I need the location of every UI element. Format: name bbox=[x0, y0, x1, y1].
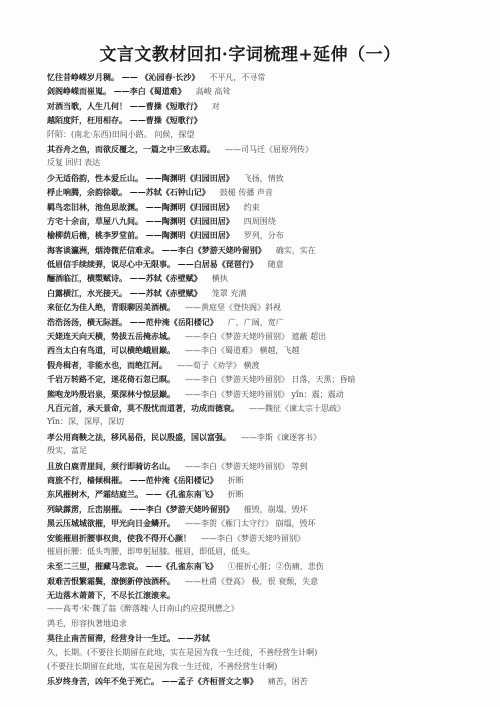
classical-sentence: 白露横江，水光接天。 ——苏轼《赤壁赋》 bbox=[47, 287, 202, 298]
entry-line bbox=[47, 128, 477, 142]
classical-sentence: 莫往止南苦留滞，经营身计一生迁。 ——苏轼 bbox=[47, 633, 210, 644]
gloss-note: 摧眉折腰：低头弯腰，即卑躬屈膝。摧眉，即低眉，低头。 bbox=[47, 546, 255, 556]
gloss-note: Yīn：深，深厚，深切 bbox=[47, 417, 124, 427]
classical-sentence: 少无适俗韵，性本爱丘山。 ——陶渊明《归园田居》 bbox=[47, 172, 234, 183]
entry-line bbox=[47, 473, 477, 487]
entry-line bbox=[47, 502, 477, 516]
entry-line bbox=[47, 487, 477, 501]
gloss-note: ——李斯《谏逐客书》 bbox=[241, 432, 321, 442]
gloss-note: ——李白《梦游天姥吟留别》 等到 bbox=[185, 461, 308, 471]
gloss-note: 不平凡，不寻常 bbox=[209, 73, 266, 82]
gloss-note: 阡陌：(南北·东西)田间小路。 问候，探望 bbox=[47, 129, 195, 139]
gloss-note: ——李白《梦游天姥吟留别》 bbox=[201, 533, 305, 543]
gloss-note: 笼罩 充满 bbox=[211, 288, 247, 298]
entry-line bbox=[47, 631, 477, 645]
entry-line bbox=[47, 602, 477, 616]
gloss-note: 摧毁，崩塌，毁坏 bbox=[243, 504, 308, 514]
classical-sentence: 孝公用商鞅之法，移风易俗，民以殷盛，国以富强。 bbox=[47, 431, 231, 442]
classical-sentence: 对酒当歌，人生几何！ ——曹操《短歌行》 bbox=[47, 100, 202, 111]
page-title: 文言文教材回扣·字词梳理+延伸（一） bbox=[99, 45, 401, 65]
entry-line bbox=[47, 660, 477, 674]
gloss-note: 随意 bbox=[267, 260, 284, 270]
classical-sentence: 无边落木萧萧下，不尽长江滚滚来。 bbox=[47, 590, 175, 601]
entry-line bbox=[47, 214, 477, 228]
entry-line bbox=[47, 185, 477, 199]
classical-sentence: 其吞舟之鱼，而欲反覆之，一篇之中三致志焉。 bbox=[47, 143, 215, 154]
entry-line bbox=[47, 401, 477, 415]
classical-sentence: 列缺霹雳，丘峦崩摧。 ——李白《梦游天姥吟留别》 bbox=[47, 503, 234, 514]
classical-sentence: 千岩万转路不定，迷花倚石忽已暝。 bbox=[47, 374, 175, 385]
classical-sentence: 西当太白有鸟道，可以横绝峨眉巅。 bbox=[47, 345, 175, 356]
classical-sentence: 熊咆龙吟殷岩泉，栗深林兮惊层巅。 bbox=[47, 388, 175, 399]
gloss-note: 痛苦，困苦 bbox=[267, 677, 308, 687]
gloss-note: 高峻 高耸 bbox=[195, 87, 231, 97]
gloss-note: 鸿毛，形容执著地追求 bbox=[47, 618, 127, 628]
classical-sentence: 羁鸟恋旧林，池鱼思故渊。 ——陶渊明《归园田居》 bbox=[47, 201, 234, 212]
classical-sentence: 榆柳荫后檐，桃李罗堂前。 ——陶渊明《归园田居》 bbox=[47, 230, 234, 241]
entry-line bbox=[47, 315, 477, 329]
gloss-note: 飞扬，情致 bbox=[243, 173, 284, 183]
classical-sentence: 且放白鹿青崖间，须行即骑访名山。 bbox=[47, 460, 175, 471]
gloss-note: ——李白《蜀道难》 横越，飞越 bbox=[185, 346, 300, 356]
gloss-note: 反复 回归 表达 bbox=[47, 158, 101, 168]
entry-line bbox=[47, 372, 477, 386]
entry-line bbox=[47, 343, 477, 357]
entry-line bbox=[47, 113, 477, 127]
gloss-note: ①摧折心脏；②伤痛，悲伤 bbox=[227, 562, 324, 572]
entry-line bbox=[47, 617, 477, 631]
entry-line bbox=[47, 674, 477, 688]
entry-list bbox=[47, 70, 477, 700]
gloss-note: ——高考·宋·魏了翁《醉落魄·人日南山约应提刑懋之》 bbox=[47, 604, 239, 614]
classical-sentence: 黑云压城城欲摧，甲光向日金鳞开。 bbox=[47, 518, 175, 529]
gloss-note: ——荀子《劝学》 横渡 bbox=[177, 360, 260, 370]
classical-sentence: 方宅十余亩，草屋八九间。 ——陶渊明《归园田居》 bbox=[47, 215, 234, 226]
gloss-note: 折断 bbox=[227, 490, 244, 500]
classical-sentence: 安能摧眉折腰事权贵，使我不得开心颜！ bbox=[47, 532, 191, 543]
classical-sentence: 桴止响腾，余韵徐歇。 ——苏轼《石钟山记》 bbox=[47, 187, 210, 198]
classical-sentence: 未至二三里，摧藏马悲哀。 ——《孔雀东南飞》 bbox=[47, 561, 218, 572]
entry-line bbox=[47, 99, 477, 113]
classical-sentence: 浩浩汤汤，横无际涯。 ——范仲淹《岳阳楼记》 bbox=[47, 316, 218, 327]
classical-sentence: 艰难苦恨繁霜鬓，潦倒新停浊酒杯。 bbox=[47, 575, 175, 586]
entry-line bbox=[47, 415, 477, 429]
classical-sentence: 商旅不行，樯倾楫摧。 ——范仲淹《岳阳楼记》 bbox=[47, 474, 218, 485]
entry-line bbox=[47, 430, 477, 444]
entry-line bbox=[47, 387, 477, 401]
entry-line bbox=[47, 646, 477, 660]
gloss-note: 鼓槌 传播 声音 bbox=[219, 188, 273, 198]
classical-sentence: 海客谈瀛洲，烟涛微茫信难求。 ——李白《梦游天姥吟留别》 bbox=[47, 244, 266, 255]
entry-line bbox=[47, 70, 477, 84]
gloss-note: (不要往长期留在此地，实在是因为我一生迁徙，不善经营生计啊) bbox=[47, 662, 278, 672]
entry-line bbox=[47, 257, 477, 271]
entry-line bbox=[47, 459, 477, 473]
gloss-note: ——李贺《雁门太守行》 崩塌，毁坏 bbox=[185, 519, 316, 529]
gloss-note: 横执 bbox=[211, 274, 228, 284]
gloss-note: 对 bbox=[211, 101, 220, 111]
gloss-note: ——黄庭坚《登快阁》斜视 bbox=[185, 303, 281, 313]
gloss-note: 罗列，分布 bbox=[243, 231, 284, 241]
entry-line bbox=[47, 588, 477, 602]
entry-line bbox=[47, 444, 477, 458]
classical-sentence: 越陌度阡，枉用相存。 ——曹操《短歌行》 bbox=[47, 115, 202, 126]
entry-line bbox=[47, 200, 477, 214]
entry-line bbox=[47, 156, 477, 170]
gloss-note: ——司马迁《屈原列传》 bbox=[225, 144, 313, 154]
entry-line bbox=[47, 531, 477, 545]
entry-line bbox=[47, 358, 477, 372]
classical-sentence: 天姥连天向天横，势拔五岳掩赤城。 bbox=[47, 331, 175, 342]
gloss-note: ——魏征《谏太宗十思疏》 bbox=[249, 403, 345, 413]
entry-line bbox=[47, 574, 477, 588]
gloss-note: 约束 bbox=[243, 202, 260, 212]
classical-sentence: 凡百元首，承天景命，莫不殷忧而道著，功成而德衰。 bbox=[47, 402, 239, 413]
entry-line bbox=[47, 171, 477, 185]
entry-line bbox=[47, 300, 477, 314]
classical-sentence: 假舟楫者，非能水也，而绝江河。 bbox=[47, 359, 167, 370]
gloss-note: ——李白《梦游天姥吟留别》 日落，天黑；昏暗 bbox=[185, 375, 356, 385]
gloss-note: ——李白《梦游天姥吟留别》 yǐn：震；震动 bbox=[185, 389, 344, 399]
entry-line bbox=[47, 559, 477, 573]
entry-line bbox=[47, 228, 477, 242]
gloss-note: ——李白《梦游天姥吟留别》 遮蔽 超出 bbox=[185, 332, 327, 342]
entry-line bbox=[47, 545, 477, 559]
gloss-note: 久，长期。(不要往长期留在此地，实在是因为我一生迁徙，不善经营生计啊) bbox=[47, 647, 318, 657]
entry-line bbox=[47, 84, 477, 98]
classical-sentence: 来征亿为佳人绝，青眼聊因美酒横。 bbox=[47, 302, 175, 313]
classical-sentence: 忆往昔峥嵘岁月稠。 —— 《沁园春·长沙》 bbox=[47, 72, 200, 82]
classical-sentence: 酾酒临江，横槊赋诗。 ——苏轼《赤壁赋》 bbox=[47, 273, 202, 284]
entry-line bbox=[47, 286, 477, 300]
classical-sentence: 剑阁峥嵘而崔嵬。 ——李白《蜀道难》 bbox=[47, 86, 186, 97]
classical-sentence: 低眉信手续续弹，说尽心中无限事。 ——白居易《琵琶行》 bbox=[47, 259, 258, 270]
gloss-note: 四周围绕 bbox=[243, 216, 276, 226]
entry-line bbox=[47, 329, 477, 343]
entry-line bbox=[47, 516, 477, 530]
gloss-note: ——杜甫《登高》 极，很 衰颓，失意 bbox=[185, 576, 319, 586]
gloss-note: 确实，实在 bbox=[275, 245, 316, 255]
entry-line bbox=[47, 271, 477, 285]
gloss-note: 广，广阔，宽广 bbox=[227, 317, 284, 327]
classical-sentence: 东风摧树木，严霜结庭兰。 ——《孔雀东南飞》 bbox=[47, 489, 218, 500]
gloss-note: 折断 bbox=[227, 475, 244, 485]
entry-line bbox=[47, 142, 477, 156]
classical-sentence: 乐岁终身苦，凶年不免于死亡。 ——孟子《齐桓晋文之事》 bbox=[47, 676, 258, 687]
entry-line bbox=[47, 243, 477, 257]
gloss-note: 殷实，富足 bbox=[47, 446, 87, 456]
